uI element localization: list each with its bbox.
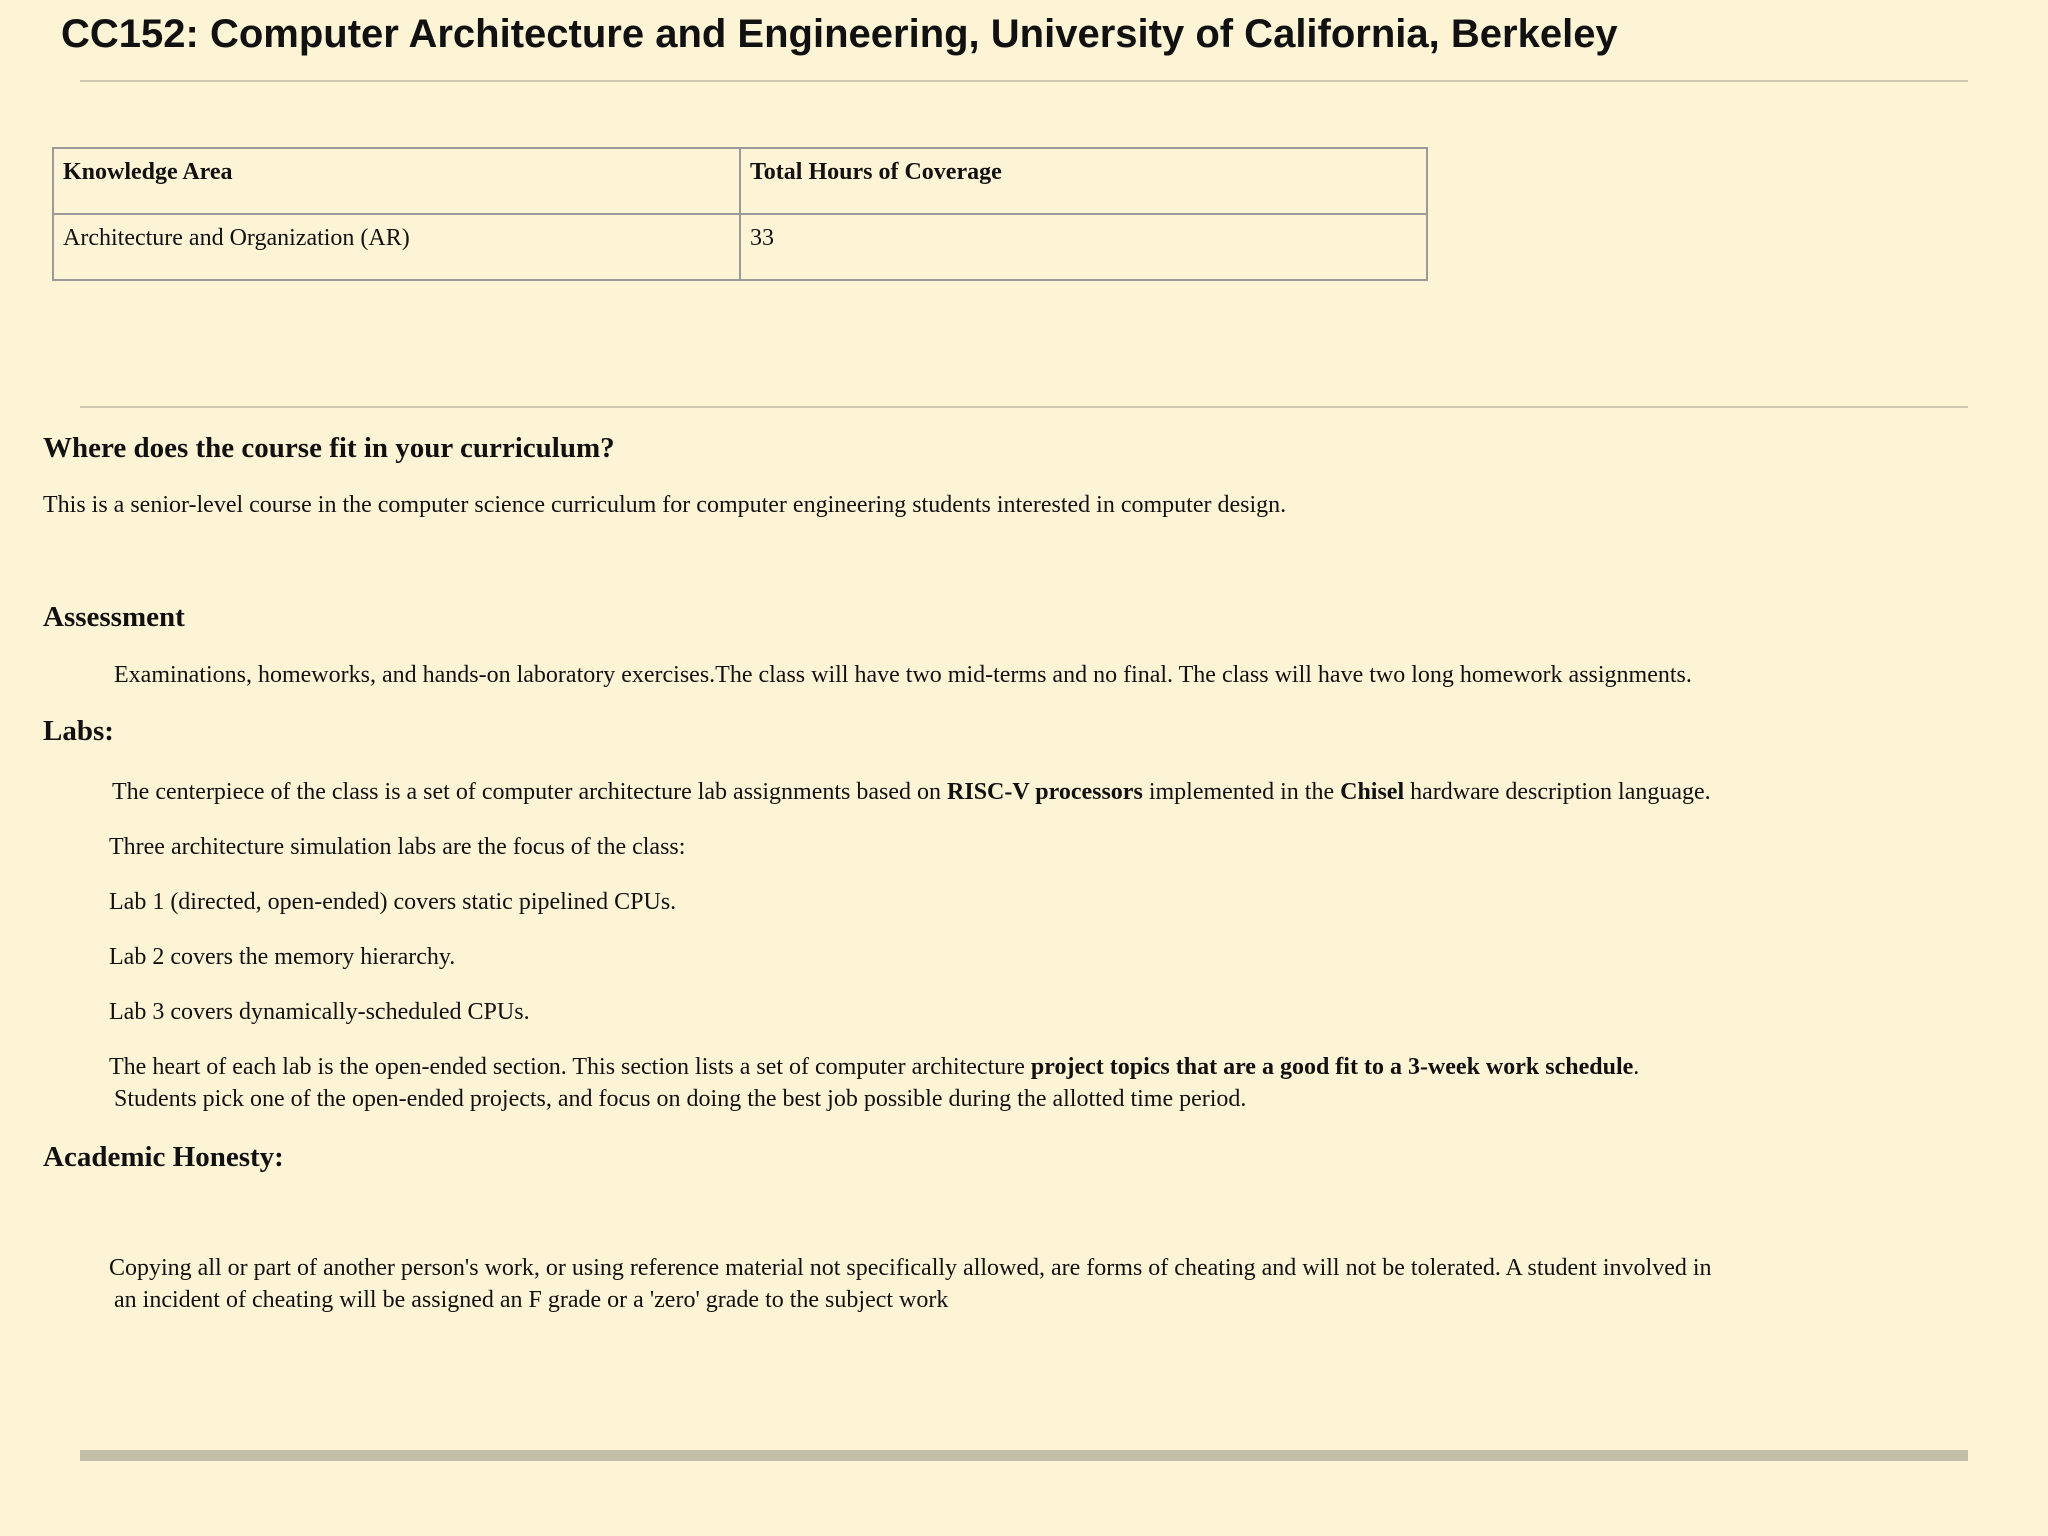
- divider-bottom: [80, 1450, 1968, 1461]
- labs-heart-line-2: Students pick one of the open-ended projects, and focus on doing the best job possible during the allotted time period.: [114, 1086, 1247, 1112]
- labs-centerpiece-text-2: implemented in the: [1142, 779, 1341, 805]
- academic-honesty-line-2: an incident of cheating will be assigned an F grade or a 'zero' grade to the subject work: [114, 1287, 949, 1313]
- assessment-heading: Assessment: [43, 601, 185, 633]
- risc-v-emphasis: RISC-V processors: [947, 779, 1143, 805]
- table-header-knowledge-area: Knowledge Area: [53, 148, 740, 214]
- labs-heart-text-1: The heart of each lab is the open-ended section. This section lists a set of computer architecture: [109, 1054, 1031, 1080]
- labs-centerpiece-text-1: The centerpiece of the class is a set of computer architecture lab assignments based on: [112, 779, 948, 805]
- table-cell-total-hours: 33: [740, 214, 1427, 280]
- project-topics-emphasis: project topics that are a good fit to a 3-week work schedule: [1030, 1054, 1634, 1080]
- divider-top: [80, 80, 1968, 82]
- assessment-text: Examinations, homeworks, and hands-on laboratory exercises.The class will have two mid-terms and no final. The class will have two long homework assignments.: [114, 662, 1692, 688]
- page-title: CC152: Computer Architecture and Engineering, University of California, Berkeley: [61, 12, 1618, 56]
- table-header-total-hours: Total Hours of Coverage: [740, 148, 1427, 214]
- academic-honesty-line-1: Copying all or part of another person's work, or using reference material not specifically allowed, are forms of cheating and will not be tolerated. A student involved in: [109, 1255, 1712, 1281]
- labs-heart-text-2: .: [1633, 1054, 1640, 1080]
- table-row: [53, 214, 1427, 280]
- curriculum-text: This is a senior-level course in the computer science curriculum for computer engineering students interested in computer design.: [43, 492, 1287, 518]
- lab-2-description: Lab 2 covers the memory hierarchy.: [109, 944, 456, 970]
- curriculum-heading: Where does the course fit in your curriculum?: [43, 432, 615, 464]
- labs-heading: Labs:: [43, 715, 114, 747]
- academic-honesty-heading: Academic Honesty:: [43, 1141, 284, 1173]
- divider-middle: [80, 406, 1968, 408]
- labs-heart-line-1: [109, 1051, 1639, 1083]
- labs-intro: Three architecture simulation labs are the focus of the class:: [109, 834, 686, 860]
- lab-3-description: Lab 3 covers dynamically-scheduled CPUs.: [109, 999, 530, 1025]
- knowledge-area-table: [52, 147, 1428, 281]
- labs-centerpiece: [112, 776, 1711, 808]
- table-cell-knowledge-area: Architecture and Organization (AR): [53, 214, 740, 280]
- table-header-row: [53, 148, 1427, 214]
- labs-centerpiece-text-3: hardware description language.: [1404, 779, 1711, 805]
- chisel-emphasis: Chisel: [1340, 779, 1405, 805]
- lab-1-description: Lab 1 (directed, open-ended) covers static pipelined CPUs.: [109, 889, 677, 915]
